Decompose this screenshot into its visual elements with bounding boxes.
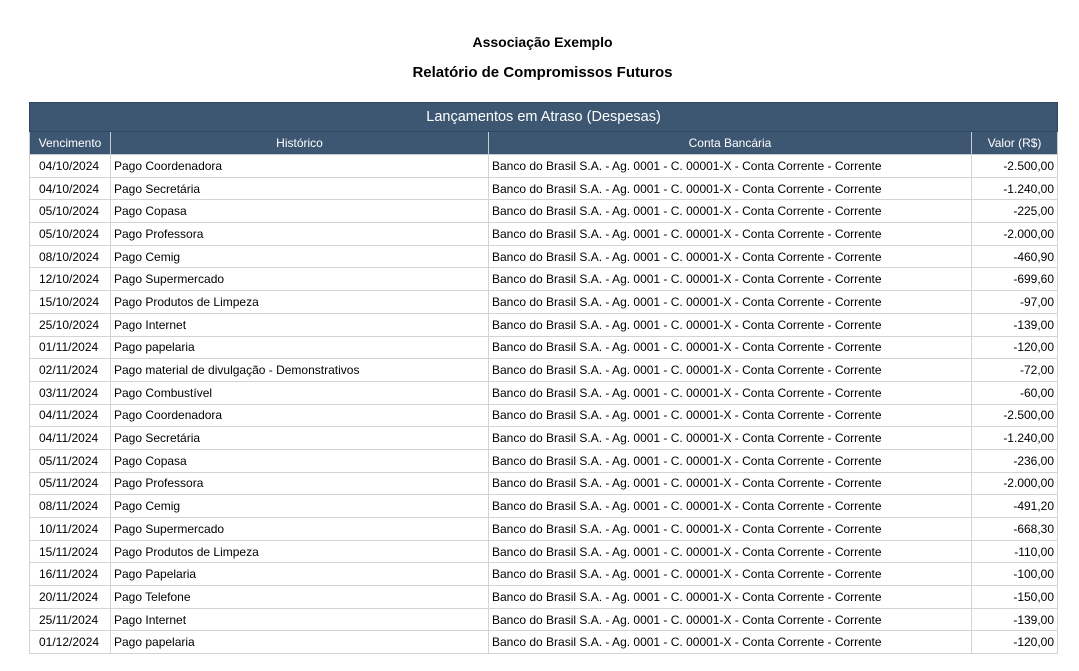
- cell-conta-bancaria: Banco do Brasil S.A. - Ag. 0001 - C. 00001-X - Conta Corrente - Corrente: [489, 336, 972, 359]
- cell-conta-bancaria: Banco do Brasil S.A. - Ag. 0001 - C. 00001-X - Conta Corrente - Corrente: [489, 268, 972, 291]
- cell-valor: -2.500,00: [972, 404, 1058, 427]
- cell-valor: -699,60: [972, 268, 1058, 291]
- overdue-expenses-table: [29, 102, 1058, 654]
- cell-vencimento: 10/11/2024: [30, 518, 111, 541]
- cell-valor: -491,20: [972, 495, 1058, 518]
- cell-valor: -110,00: [972, 540, 1058, 563]
- cell-valor: -1.240,00: [972, 177, 1058, 200]
- table-row: [30, 608, 1058, 631]
- cell-vencimento: 15/11/2024: [30, 540, 111, 563]
- cell-valor: -139,00: [972, 608, 1058, 631]
- table-row: [30, 563, 1058, 586]
- cell-valor: -236,00: [972, 449, 1058, 472]
- cell-historico: Pago Internet: [111, 313, 489, 336]
- cell-valor: -2.500,00: [972, 155, 1058, 178]
- table-row: [30, 631, 1058, 654]
- cell-historico: Pago Cemig: [111, 495, 489, 518]
- cell-valor: -2.000,00: [972, 472, 1058, 495]
- organization-name: Associação Exemplo: [472, 34, 613, 50]
- cell-vencimento: 16/11/2024: [30, 563, 111, 586]
- table-body: [30, 155, 1058, 654]
- cell-conta-bancaria: Banco do Brasil S.A. - Ag. 0001 - C. 00001-X - Conta Corrente - Corrente: [489, 495, 972, 518]
- table-row: [30, 313, 1058, 336]
- cell-conta-bancaria: Banco do Brasil S.A. - Ag. 0001 - C. 00001-X - Conta Corrente - Corrente: [489, 427, 972, 450]
- cell-valor: -460,90: [972, 245, 1058, 268]
- cell-conta-bancaria: Banco do Brasil S.A. - Ag. 0001 - C. 00001-X - Conta Corrente - Corrente: [489, 155, 972, 178]
- column-header-conta-bancaria: Conta Bancária: [489, 132, 972, 155]
- cell-valor: -2.000,00: [972, 223, 1058, 246]
- table-row: [30, 404, 1058, 427]
- cell-vencimento: 05/11/2024: [30, 449, 111, 472]
- table-row: [30, 381, 1058, 404]
- cell-valor: -1.240,00: [972, 427, 1058, 450]
- cell-vencimento: 15/10/2024: [30, 291, 111, 314]
- cell-valor: -668,30: [972, 518, 1058, 541]
- cell-valor: -225,00: [972, 200, 1058, 223]
- cell-vencimento: 01/12/2024: [30, 631, 111, 654]
- cell-vencimento: 08/11/2024: [30, 495, 111, 518]
- column-header-historico: Histórico: [111, 132, 489, 155]
- cell-conta-bancaria: Banco do Brasil S.A. - Ag. 0001 - C. 00001-X - Conta Corrente - Corrente: [489, 608, 972, 631]
- cell-vencimento: 04/10/2024: [30, 177, 111, 200]
- table-row: [30, 336, 1058, 359]
- cell-historico: Pago Telefone: [111, 586, 489, 609]
- cell-historico: Pago Coordenadora: [111, 155, 489, 178]
- cell-vencimento: 02/11/2024: [30, 359, 111, 382]
- cell-vencimento: 12/10/2024: [30, 268, 111, 291]
- table-row: [30, 495, 1058, 518]
- table-row: [30, 540, 1058, 563]
- cell-conta-bancaria: Banco do Brasil S.A. - Ag. 0001 - C. 00001-X - Conta Corrente - Corrente: [489, 223, 972, 246]
- cell-conta-bancaria: Banco do Brasil S.A. - Ag. 0001 - C. 00001-X - Conta Corrente - Corrente: [489, 359, 972, 382]
- table-row: [30, 449, 1058, 472]
- cell-vencimento: 20/11/2024: [30, 586, 111, 609]
- table-row: [30, 177, 1058, 200]
- cell-vencimento: 05/11/2024: [30, 472, 111, 495]
- cell-conta-bancaria: Banco do Brasil S.A. - Ag. 0001 - C. 00001-X - Conta Corrente - Corrente: [489, 540, 972, 563]
- table-section-title: Lançamentos em Atraso (Despesas): [30, 103, 1058, 132]
- cell-conta-bancaria: Banco do Brasil S.A. - Ag. 0001 - C. 00001-X - Conta Corrente - Corrente: [489, 631, 972, 654]
- table-row: [30, 359, 1058, 382]
- table-row: [30, 268, 1058, 291]
- table-row: [30, 223, 1058, 246]
- cell-conta-bancaria: Banco do Brasil S.A. - Ag. 0001 - C. 00001-X - Conta Corrente - Corrente: [489, 313, 972, 336]
- cell-historico: Pago Papelaria: [111, 563, 489, 586]
- cell-conta-bancaria: Banco do Brasil S.A. - Ag. 0001 - C. 00001-X - Conta Corrente - Corrente: [489, 518, 972, 541]
- table-row: [30, 291, 1058, 314]
- table-row: [30, 155, 1058, 178]
- cell-historico: Pago Supermercado: [111, 268, 489, 291]
- cell-historico: Pago Combustível: [111, 381, 489, 404]
- table-row: [30, 200, 1058, 223]
- cell-valor: -100,00: [972, 563, 1058, 586]
- report-title: Relatório de Compromissos Futuros: [412, 64, 673, 81]
- cell-vencimento: 25/11/2024: [30, 608, 111, 631]
- cell-valor: -120,00: [972, 336, 1058, 359]
- cell-conta-bancaria: Banco do Brasil S.A. - Ag. 0001 - C. 00001-X - Conta Corrente - Corrente: [489, 563, 972, 586]
- cell-historico: Pago Cemig: [111, 245, 489, 268]
- cell-historico: Pago material de divulgação - Demonstrativos: [111, 359, 489, 382]
- cell-historico: Pago Internet: [111, 608, 489, 631]
- table-row: [30, 472, 1058, 495]
- cell-conta-bancaria: Banco do Brasil S.A. - Ag. 0001 - C. 00001-X - Conta Corrente - Corrente: [489, 586, 972, 609]
- cell-valor: -120,00: [972, 631, 1058, 654]
- cell-vencimento: 05/10/2024: [30, 200, 111, 223]
- column-header-valor: Valor (R$): [972, 132, 1058, 155]
- cell-historico: Pago Coordenadora: [111, 404, 489, 427]
- cell-valor: -150,00: [972, 586, 1058, 609]
- column-header-vencimento: Vencimento: [30, 132, 111, 155]
- table-row: [30, 586, 1058, 609]
- cell-vencimento: 05/10/2024: [30, 223, 111, 246]
- table-row: [30, 427, 1058, 450]
- table-row: [30, 518, 1058, 541]
- table-row: [30, 245, 1058, 268]
- cell-conta-bancaria: Banco do Brasil S.A. - Ag. 0001 - C. 00001-X - Conta Corrente - Corrente: [489, 381, 972, 404]
- cell-vencimento: 25/10/2024: [30, 313, 111, 336]
- cell-historico: Pago Produtos de Limpeza: [111, 291, 489, 314]
- cell-historico: Pago Professora: [111, 472, 489, 495]
- cell-vencimento: 03/11/2024: [30, 381, 111, 404]
- cell-historico: Pago Supermercado: [111, 518, 489, 541]
- cell-vencimento: 04/10/2024: [30, 155, 111, 178]
- cell-historico: Pago papelaria: [111, 631, 489, 654]
- cell-conta-bancaria: Banco do Brasil S.A. - Ag. 0001 - C. 00001-X - Conta Corrente - Corrente: [489, 291, 972, 314]
- cell-historico: Pago Copasa: [111, 200, 489, 223]
- cell-historico: Pago Produtos de Limpeza: [111, 540, 489, 563]
- cell-vencimento: 01/11/2024: [30, 336, 111, 359]
- cell-conta-bancaria: Banco do Brasil S.A. - Ag. 0001 - C. 00001-X - Conta Corrente - Corrente: [489, 404, 972, 427]
- cell-conta-bancaria: Banco do Brasil S.A. - Ag. 0001 - C. 00001-X - Conta Corrente - Corrente: [489, 449, 972, 472]
- cell-historico: Pago Secretária: [111, 427, 489, 450]
- cell-historico: Pago papelaria: [111, 336, 489, 359]
- cell-historico: Pago Secretária: [111, 177, 489, 200]
- cell-conta-bancaria: Banco do Brasil S.A. - Ag. 0001 - C. 00001-X - Conta Corrente - Corrente: [489, 177, 972, 200]
- cell-vencimento: 08/10/2024: [30, 245, 111, 268]
- cell-conta-bancaria: Banco do Brasil S.A. - Ag. 0001 - C. 00001-X - Conta Corrente - Corrente: [489, 472, 972, 495]
- cell-conta-bancaria: Banco do Brasil S.A. - Ag. 0001 - C. 00001-X - Conta Corrente - Corrente: [489, 245, 972, 268]
- cell-valor: -60,00: [972, 381, 1058, 404]
- cell-conta-bancaria: Banco do Brasil S.A. - Ag. 0001 - C. 00001-X - Conta Corrente - Corrente: [489, 200, 972, 223]
- cell-historico: Pago Copasa: [111, 449, 489, 472]
- cell-valor: -72,00: [972, 359, 1058, 382]
- cell-vencimento: 04/11/2024: [30, 404, 111, 427]
- cell-valor: -97,00: [972, 291, 1058, 314]
- cell-historico: Pago Professora: [111, 223, 489, 246]
- cell-valor: -139,00: [972, 313, 1058, 336]
- cell-vencimento: 04/11/2024: [30, 427, 111, 450]
